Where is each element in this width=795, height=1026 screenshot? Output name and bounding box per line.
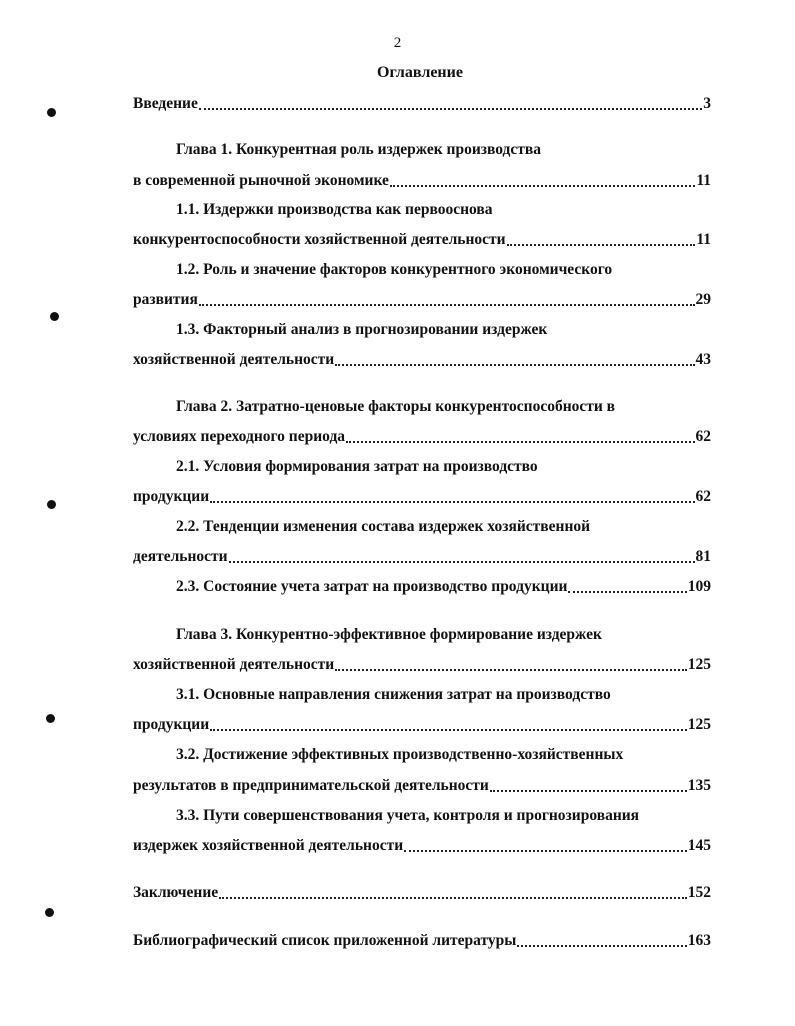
- entry-page: 135: [687, 777, 711, 794]
- leader-dots: [335, 655, 687, 671]
- entry-text: продукции: [133, 716, 210, 733]
- entry-text: издержек хозяйственной деятельности: [133, 837, 404, 854]
- toc-entry-section-2-1[interactable]: [133, 487, 711, 507]
- section-3-3-heading: 3.3. Пути совершенствования учета, контроля и прогнозирования: [176, 807, 640, 824]
- leader-dots: [490, 776, 687, 792]
- entry-text: Заключение: [133, 884, 219, 901]
- leader-dots: [507, 230, 696, 246]
- toc-entry-chapter-3[interactable]: [133, 655, 711, 675]
- leader-dots: [346, 427, 694, 443]
- leader-dots: [517, 931, 686, 947]
- toc-entry-section-1-3[interactable]: [133, 350, 711, 370]
- toc-entry-section-2-2[interactable]: [133, 547, 711, 567]
- entry-page: 29: [695, 291, 711, 308]
- entry-page: 163: [687, 932, 711, 949]
- entry-text: хозяйственной деятельности: [133, 656, 335, 673]
- entry-page: 81: [695, 548, 711, 565]
- leader-dots: [199, 94, 702, 110]
- toc-title: Оглавление: [377, 64, 463, 81]
- section-1-1-heading: 1.1. Издержки производства как первооснова: [176, 201, 493, 218]
- chapter-3-heading: Глава 3. Конкурентно-эффективное формирование издержек: [176, 626, 602, 643]
- entry-page: 62: [695, 428, 711, 445]
- entry-text: хозяйственной деятельности: [133, 351, 335, 368]
- toc-entry-section-3-3[interactable]: [133, 836, 711, 856]
- toc-entry-section-3-2[interactable]: [133, 776, 711, 796]
- punch-hole-mark: [46, 714, 55, 723]
- leader-dots: [199, 290, 695, 306]
- entry-text: конкурентоспособности хозяйственной деятельности: [133, 231, 506, 248]
- chapter-2-heading: Глава 2. Затратно-ценовые факторы конкурентоспособности в: [176, 398, 616, 415]
- toc-entry-chapter-1[interactable]: [133, 171, 711, 191]
- toc-entry-section-3-1[interactable]: [133, 715, 711, 735]
- entry-page: 125: [687, 716, 711, 733]
- entry-page: 3: [703, 95, 711, 112]
- leader-dots: [219, 883, 687, 899]
- entry-page: 62: [695, 488, 711, 505]
- entry-text: условиях переходного периода: [133, 428, 346, 445]
- punch-hole-mark: [47, 108, 56, 117]
- section-2-1-heading: 2.1. Условия формирования затрат на производство: [176, 458, 538, 475]
- entry-text: Введение: [133, 95, 198, 112]
- punch-hole-mark: [50, 312, 59, 321]
- entry-page: 109: [687, 578, 711, 595]
- section-3-1-heading: 3.1. Основные направления снижения затрат на производство: [176, 686, 611, 703]
- entry-page: 43: [695, 351, 711, 368]
- leader-dots: [210, 487, 694, 503]
- page-number: 2: [393, 35, 402, 51]
- section-1-2-heading: 1.2. Роль и значение факторов конкурентного экономического: [176, 261, 613, 278]
- entry-text: 2.3. Состояние учета затрат на производство продукции: [176, 578, 568, 595]
- toc-entry-bibliography[interactable]: [133, 931, 711, 951]
- entry-page: 125: [687, 656, 711, 673]
- punch-hole-mark: [45, 908, 54, 917]
- toc-entry-chapter-2[interactable]: [133, 427, 711, 447]
- section-1-3-heading: 1.3. Факторный анализ в прогнозировании издержек: [176, 321, 548, 338]
- entry-text: развития: [133, 291, 198, 308]
- punch-hole-mark: [47, 500, 56, 509]
- leader-dots: [335, 350, 694, 366]
- entry-page: 11: [696, 231, 711, 248]
- leader-dots: [390, 171, 695, 187]
- leader-dots: [404, 836, 687, 852]
- entry-text: продукции: [133, 488, 210, 505]
- entry-text: деятельности: [133, 548, 228, 565]
- leader-dots: [229, 547, 695, 563]
- section-2-2-heading: 2.2. Тенденции изменения состава издержек хозяйственной: [176, 518, 591, 535]
- toc-entry-section-1-2[interactable]: [133, 290, 711, 310]
- entry-text: Библиографический список приложенной литературы: [133, 932, 517, 949]
- entry-text: в современной рыночной экономике: [133, 172, 389, 189]
- toc-entry-intro[interactable]: [133, 94, 711, 114]
- entry-page: 11: [696, 172, 711, 189]
- toc-entry-section-2-3[interactable]: [176, 577, 711, 597]
- toc-entry-conclusion[interactable]: [133, 883, 711, 903]
- entry-text: результатов в предпринимательской деятельности: [133, 777, 489, 794]
- entry-page: 145: [687, 837, 711, 854]
- toc-entry-section-1-1[interactable]: [133, 230, 711, 250]
- chapter-1-heading: Глава 1. Конкурентная роль издержек производства: [176, 141, 542, 158]
- section-3-2-heading: 3.2. Достижение эффективных производственно-хозяйственных: [176, 746, 624, 763]
- entry-page: 152: [687, 884, 711, 901]
- leader-dots: [210, 715, 687, 731]
- leader-dots: [568, 577, 686, 593]
